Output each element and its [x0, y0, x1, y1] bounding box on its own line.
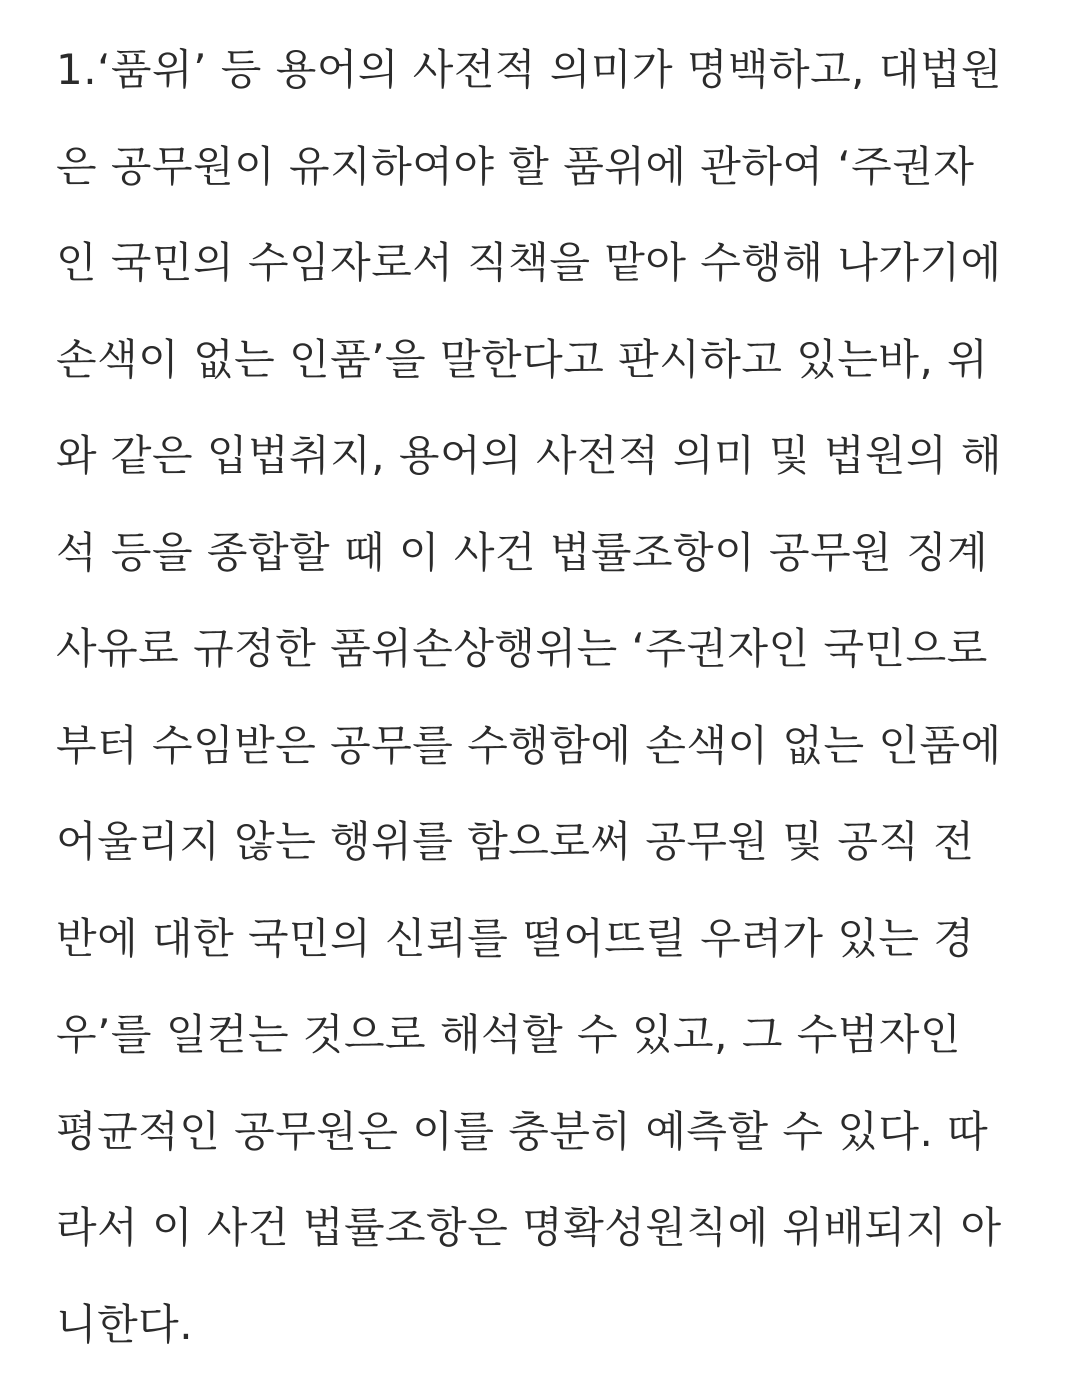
text-line: 니한다. — [56, 1277, 1046, 1373]
text-line: 라서 이 사건 법률조항은 명확성원칙에 위배되지 아 — [56, 1180, 1046, 1277]
text-line: 부터 수임받은 공무를 수행함에 손색이 없는 인품에 — [56, 698, 1046, 795]
text-line: 석 등을 종합할 때 이 사건 법률조항이 공무원 징계 — [56, 505, 1046, 602]
text-line: 인 국민의 수임자로서 직책을 맡아 수행해 나가기에 — [56, 215, 1046, 312]
text-line: 은 공무원이 유지하여야 할 품위에 관하여 ‘주권자 — [56, 119, 1046, 216]
text-line: 손색이 없는 인품’을 말한다고 판시하고 있는바, 위 — [56, 312, 1046, 409]
text-line: 1.‘품위’ 등 용어의 사전적 의미가 명백하고, 대법원 — [56, 22, 1046, 119]
document-body — [56, 22, 1046, 1373]
text-line: 평균적인 공무원은 이를 충분히 예측할 수 있다. 따 — [56, 1084, 1046, 1181]
text-line: 와 같은 입법취지, 용어의 사전적 의미 및 법원의 해 — [56, 408, 1046, 505]
text-line: 우’를 일컫는 것으로 해석할 수 있고, 그 수범자인 — [56, 987, 1046, 1084]
text-line: 사유로 규정한 품위손상행위는 ‘주권자인 국민으로 — [56, 601, 1046, 698]
text-line: 반에 대한 국민의 신뢰를 떨어뜨릴 우려가 있는 경 — [56, 891, 1046, 988]
text-line: 어울리지 않는 행위를 함으로써 공무원 및 공직 전 — [56, 794, 1046, 891]
